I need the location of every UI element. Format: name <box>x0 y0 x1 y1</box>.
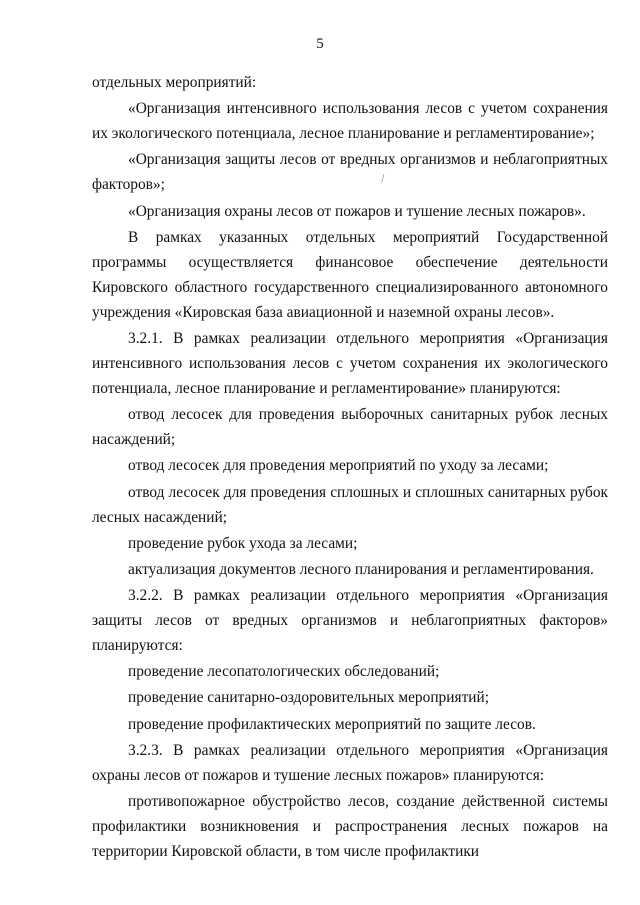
paragraph-section-3-2-2: 3.2.2. В рамках реализации отдельного мероприятия «Организация защиты лесов от вредных организмов и неблагоприятных факторов» планируются: <box>92 587 608 655</box>
stray-pen-mark: ⁄ <box>380 173 386 185</box>
paragraph-continuation: отдельных мероприятий: <box>92 74 257 91</box>
paragraph-measure-fire-protection: «Организация охраны лесов от пожаров и тушение лесных пожаров». <box>128 202 586 220</box>
page-number: 5 <box>316 36 324 52</box>
paragraph-financing: В рамках указанных отдельных мероприятий Государственной программы осуществляется финансовое обеспечение деятельности Кировского областного государственного специализированного автономного учреждения «Кировская база авиационной и наземной охраны лесов». <box>92 228 608 321</box>
list-item: отвод лесосек для проведения выборочных санитарных рубок лесных насаждений; <box>92 406 608 449</box>
list-item: актуализация документов лесного планирования и регламентирования. <box>128 560 594 578</box>
paragraph-measure-forest-use: «Организация интенсивного использования лесов с учетом сохранения их экологического потенциала, лесное планирование и регламентирование»; <box>92 100 608 143</box>
list-item: противопожарное обустройство лесов, создание действенной системы профилактики возникновения и распространения лесных пожаров на территории Кировской области, в том числе профилактики <box>92 793 608 860</box>
paragraph-section-3-2-3: 3.2.3. В рамках реализации отдельного мероприятия «Организация охраны лесов от пожаров и тушение лесных пожаров» планируются: <box>92 741 608 784</box>
paragraph-measure-forest-protection: «Организация защиты лесов от вредных организмов и неблагоприятных факторов»; <box>92 151 608 194</box>
list-item: проведение санитарно-оздоровительных мероприятий; <box>128 689 490 707</box>
list-item: проведение рубок ухода за лесами; <box>128 534 358 552</box>
list-item: проведение профилактических мероприятий по защите лесов. <box>128 715 536 733</box>
document-body <box>92 70 608 865</box>
list-item: проведение лесопатологических обследований; <box>128 663 440 681</box>
list-item: отвод лесосек для проведения сплошных и сплошных санитарных рубок лесных насаждений; <box>92 483 608 526</box>
list-item: отвод лесосек для проведения мероприятий по уходу за лесами; <box>128 457 549 475</box>
paragraph-section-3-2-1: 3.2.1. В рамках реализации отдельного мероприятия «Организация интенсивного использования лесов с учетом сохранения их экологического потенциала, лесное планирование и регламентирование» планируются: <box>92 329 608 397</box>
